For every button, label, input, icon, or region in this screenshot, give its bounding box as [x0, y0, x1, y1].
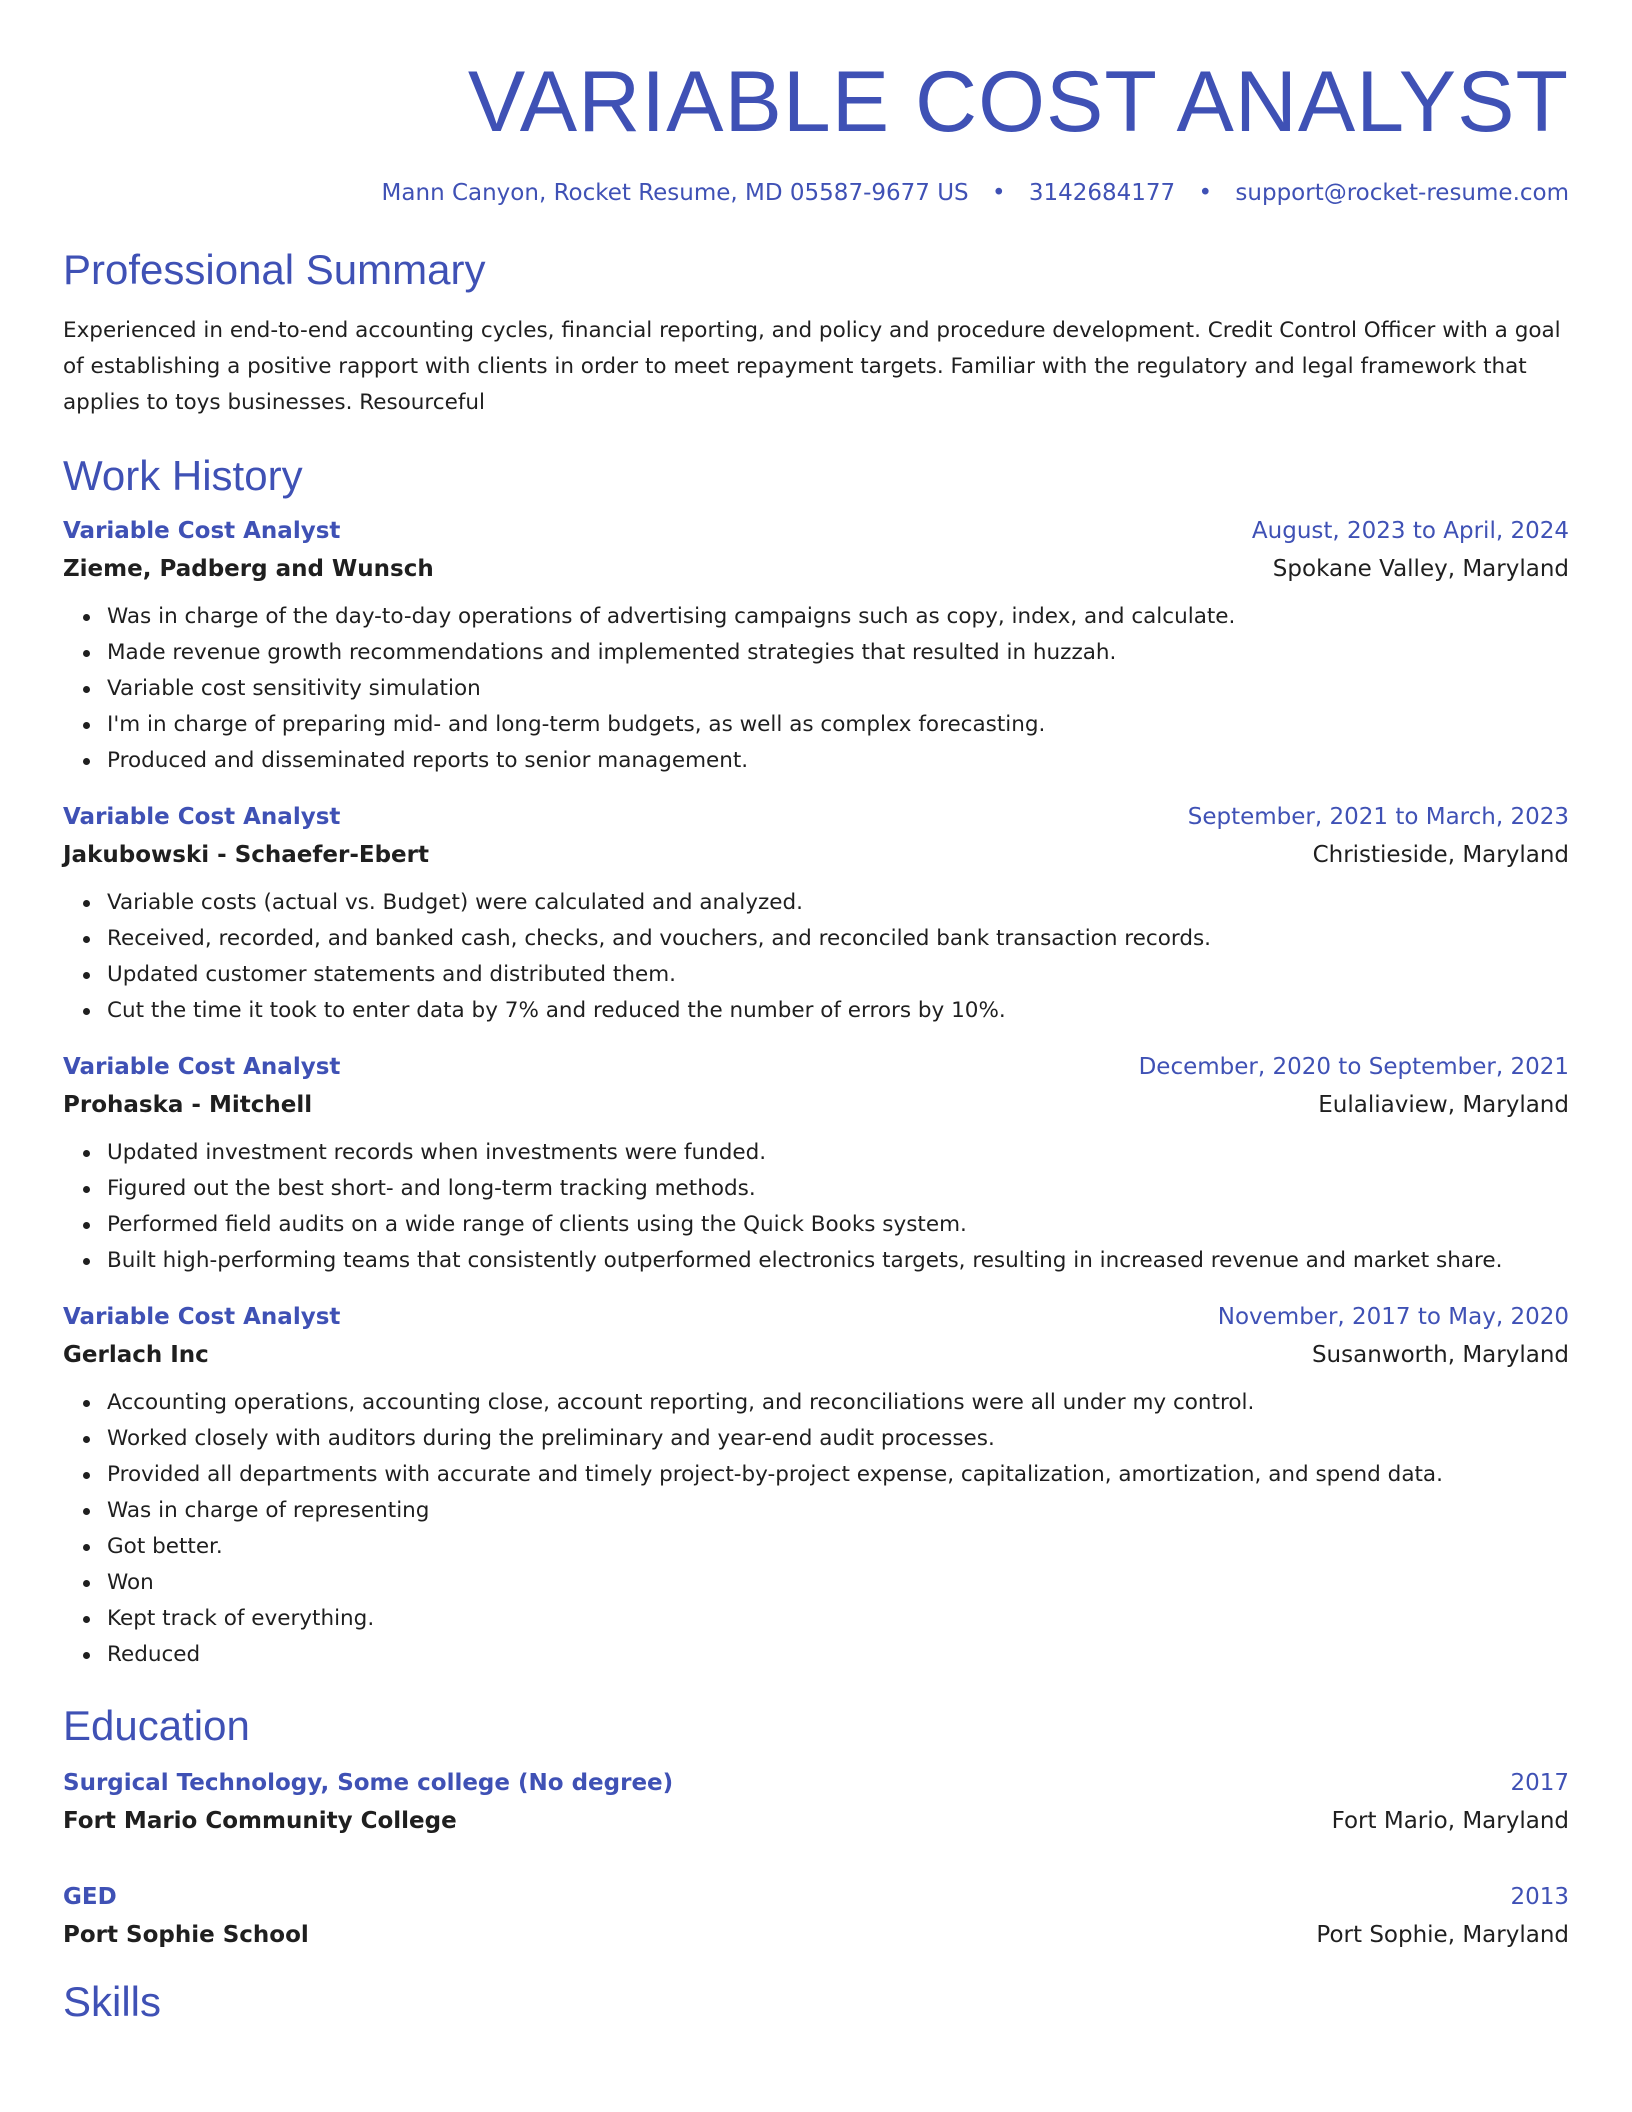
- job-bullet: Made revenue growth recommendations and implemented strategies that resulted in huzzah.: [107, 635, 1569, 671]
- job-bullet: Reduced: [107, 1637, 1569, 1673]
- candidate-title: VARIABLE COST ANALYST: [467, 54, 1569, 150]
- job-bullet: Figured out the best short- and long-term tracking methods.: [107, 1171, 1569, 1207]
- job-bullet: Performed field audits on a wide range of clients using the Quick Books system.: [107, 1207, 1569, 1243]
- contact-address: Mann Canyon, Rocket Resume, MD 05587-9677 US: [381, 180, 969, 206]
- education-year: 2013: [1510, 1884, 1569, 1910]
- job-bullets: [63, 885, 1569, 1029]
- job-company: Prohaska - Mitchell: [63, 1092, 313, 1118]
- education-header-row: [63, 1881, 1569, 1913]
- education-entry: [63, 1767, 1569, 1837]
- job-bullet: I'm in charge of preparing mid- and long-term budgets, as well as complex forecasting.: [107, 707, 1569, 743]
- job-header-row: [63, 801, 1569, 833]
- job-location: Eulaliaview, Maryland: [1318, 1092, 1569, 1118]
- job-company-row: [63, 1089, 1569, 1121]
- contact-phone: 3142684177: [1028, 180, 1176, 206]
- job-location: Susanworth, Maryland: [1311, 1342, 1569, 1368]
- job-bullet: Variable cost sensitivity simulation: [107, 671, 1569, 707]
- work-history-section: [63, 451, 1569, 1673]
- resume-header: [63, 0, 1569, 208]
- job-bullet: Kept track of everything.: [107, 1601, 1569, 1637]
- job-bullets: [63, 1135, 1569, 1279]
- job-header-row: [63, 515, 1569, 547]
- job-bullet: Updated customer statements and distributed them.: [107, 957, 1569, 993]
- job-entry: [63, 515, 1569, 779]
- job-dates: August, 2023 to April, 2024: [1251, 518, 1569, 544]
- education-degree: Surgical Technology, Some college (No degree): [63, 1770, 674, 1796]
- job-company-row: [63, 1339, 1569, 1371]
- job-dates: December, 2020 to September, 2021: [1138, 1054, 1569, 1080]
- job-dates: September, 2021 to March, 2023: [1187, 804, 1569, 830]
- job-bullet: Built high-performing teams that consistently outperformed electronics targets, resulting in increased revenue and market share.: [107, 1243, 1569, 1279]
- job-company-row: [63, 553, 1569, 585]
- education-year: 2017: [1510, 1770, 1569, 1796]
- job-bullet: Accounting operations, accounting close, account reporting, and reconciliations were all under my control.: [107, 1385, 1569, 1421]
- job-entry: [63, 1301, 1569, 1673]
- education-school-row: [63, 1805, 1569, 1837]
- education-heading: Education: [63, 1702, 250, 1749]
- skills-heading: Skills: [63, 1978, 162, 2025]
- job-header-row: [63, 1301, 1569, 1333]
- contact-email[interactable]: support@rocket-resume.com: [1235, 180, 1569, 206]
- education-location: Port Sophie, Maryland: [1316, 1922, 1569, 1948]
- job-bullet: Produced and disseminated reports to senior management.: [107, 743, 1569, 779]
- job-role: Variable Cost Analyst: [63, 518, 341, 544]
- education-school: Port Sophie School: [63, 1922, 309, 1948]
- job-bullet: Updated investment records when investments were funded.: [107, 1135, 1569, 1171]
- education-header-row: [63, 1767, 1569, 1799]
- skills-section: [63, 1977, 1569, 2027]
- education-section: [63, 1701, 1569, 1951]
- job-entry: [63, 1051, 1569, 1279]
- job-role: Variable Cost Analyst: [63, 1054, 341, 1080]
- job-bullet: Won: [107, 1565, 1569, 1601]
- job-bullet: Cut the time it took to enter data by 7% and reduced the number of errors by 10%.: [107, 993, 1569, 1029]
- summary-text: Experienced in end-to-end accounting cycles, financial reporting, and policy and procedure development. Credit Control Officer with a goal of establishing a positive rapport with clients in order to meet repayment targets. Familiar with the regulatory and legal framework that applies to toys businesses. Resourceful: [63, 318, 1561, 415]
- summary-heading: Professional Summary: [63, 246, 486, 293]
- job-bullets: [63, 599, 1569, 779]
- job-company: Gerlach Inc: [63, 1342, 209, 1368]
- job-role: Variable Cost Analyst: [63, 804, 341, 830]
- work-history-heading: Work History: [63, 452, 303, 499]
- job-bullets: [63, 1385, 1569, 1673]
- education-location: Fort Mario, Maryland: [1331, 1808, 1569, 1834]
- job-company-row: [63, 839, 1569, 871]
- education-degree: GED: [63, 1884, 117, 1910]
- job-bullet: Variable costs (actual vs. Budget) were calculated and analyzed.: [107, 885, 1569, 921]
- contact-separator: •: [1198, 180, 1213, 206]
- job-location: Spokane Valley, Maryland: [1272, 556, 1569, 582]
- job-bullet: Worked closely with auditors during the preliminary and year-end audit processes.: [107, 1421, 1569, 1457]
- job-dates: November, 2017 to May, 2020: [1217, 1304, 1569, 1330]
- job-bullet: Got better.: [107, 1529, 1569, 1565]
- job-location: Christieside, Maryland: [1312, 842, 1569, 868]
- contact-line: [63, 178, 1569, 208]
- summary-section: [63, 245, 1569, 421]
- education-entry: [63, 1881, 1569, 1951]
- contact-separator: •: [991, 180, 1006, 206]
- job-bullet: Provided all departments with accurate and timely project-by-project expense, capitalization, amortization, and spend data.: [107, 1457, 1569, 1493]
- education-school-row: [63, 1919, 1569, 1951]
- job-bullet: Received, recorded, and banked cash, checks, and vouchers, and reconciled bank transaction records.: [107, 921, 1569, 957]
- job-header-row: [63, 1051, 1569, 1083]
- job-bullet: Was in charge of the day-to-day operations of advertising campaigns such as copy, index, and calculate.: [107, 599, 1569, 635]
- education-school: Fort Mario Community College: [63, 1808, 457, 1834]
- job-company: Jakubowski - Schaefer-Ebert: [63, 842, 429, 868]
- job-entry: [63, 801, 1569, 1029]
- job-company: Zieme, Padberg and Wunsch: [63, 556, 434, 582]
- job-role: Variable Cost Analyst: [63, 1304, 341, 1330]
- job-bullet: Was in charge of representing: [107, 1493, 1569, 1529]
